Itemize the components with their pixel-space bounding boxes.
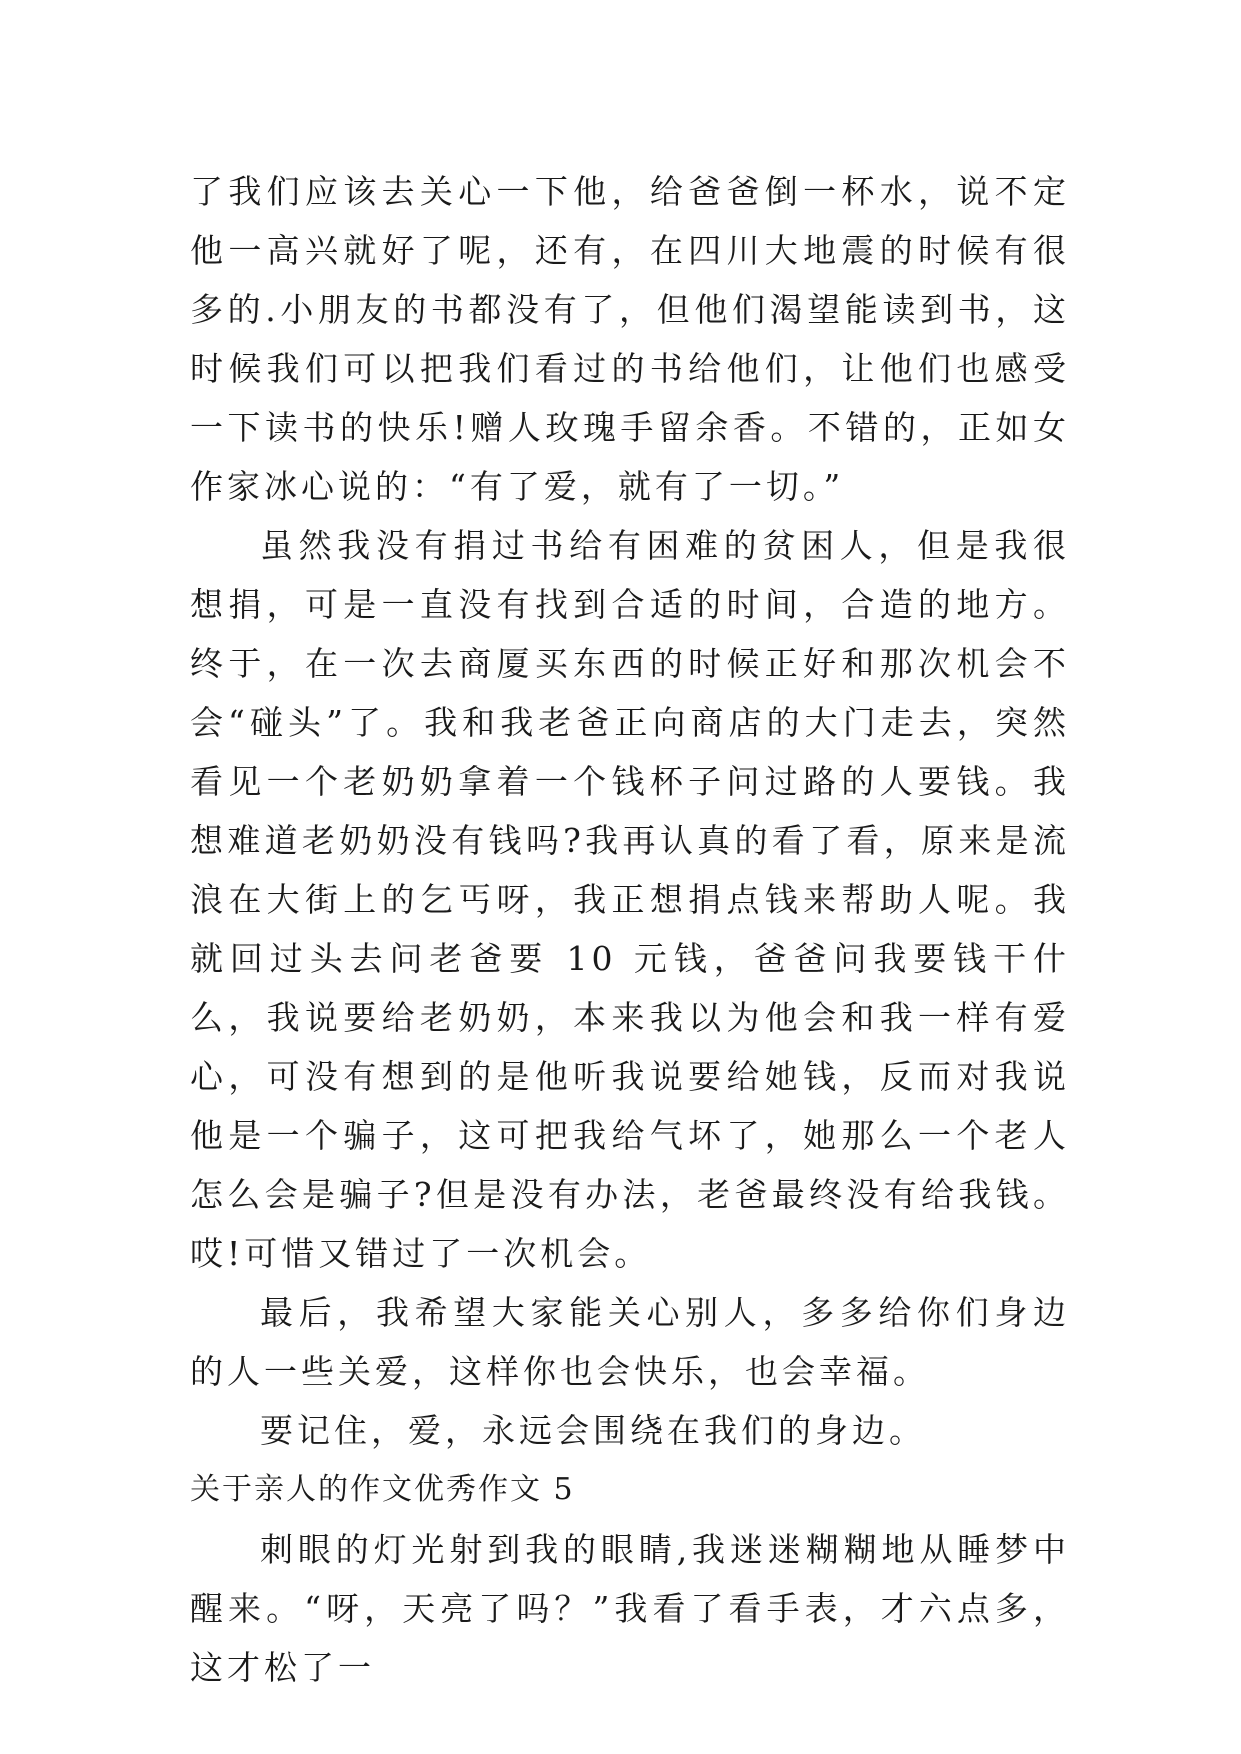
paragraph-3: 最后，我希望大家能关心别人，多多给你们身边的人一些关爱，这样你也会快乐，也会幸福。: [190, 1293, 1070, 1391]
section-heading: 关于亲人的作文优秀作文 5: [190, 1472, 575, 1507]
paragraph-2: 虽然我没有捐过书给有困难的贫困人，但是我很想捐，可是一直没有找到合适的时间，合造的地方。终于，在一次去商厦买东西的时候正好和那次机会不会“碰头”了。我和我老爸正向商店的大门走去，突然看见一个老奶奶拿着一个钱杯子问过路的人要钱。我想难道老奶奶没有钱吗?我再认真的看了看，原来是流浪在大街上的乞丐呀，我正想捐点钱来帮助人呢。我就回过头去问老爸要 10 元钱，爸爸问我要钱干什么，我说要给老奶奶，本来我以为他会和我一样有爱心，可没有想到的是他听我说要给她钱，反而对我说他是一个骗子，这可把我给气坏了，她那么一个老人怎么会是骗子?但是没有办法，老爸最终没有给我钱。哎!可惜又错过了一次机会。: [190, 526, 1070, 1273]
paragraph-4: 要记住，爱，永远会围绕在我们的身边。: [260, 1411, 926, 1450]
paragraph-1: 了我们应该去关心一下他，给爸爸倒一杯水，说不定他一高兴就好了呢，还有，在四川大地震的时候有很多的.小朋友的书都没有了，但他们渴望能读到书，这时候我们可以把我们看过的书给他们，让他们也感受一下读书的快乐!赠人玫瑰手留余香。不错的，正如女作家冰心说的：“有了爱，就有了一切。”: [190, 172, 1070, 506]
document-body: [190, 162, 1070, 1697]
paragraph-5: 刺眼的灯光射到我的眼睛,我迷迷糊糊地从睡梦中醒来。“呀，天亮了吗？”我看了看手表，才六点多，这才松了一: [190, 1530, 1070, 1687]
